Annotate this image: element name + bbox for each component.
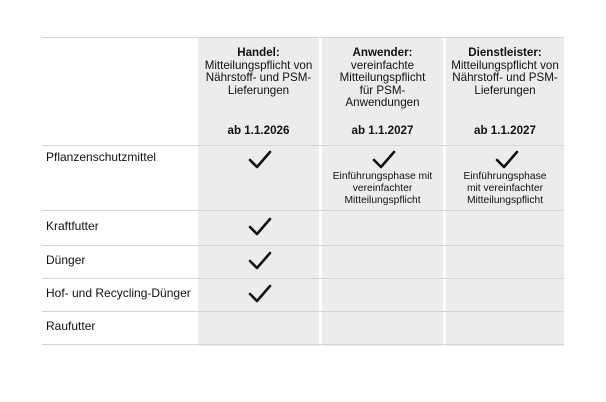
checkmark-icon	[495, 150, 519, 170]
header-description: Mitteilungspflicht von Nährstoff- und PSM-Lieferungen	[204, 58, 313, 97]
checkmark-icon	[248, 284, 272, 304]
row-label: Hof- und Recycling-Dünger	[46, 286, 191, 300]
header-dienstleister	[446, 47, 564, 97]
header-description: Mitteilungspflicht von Nährstoff- und PSM-Lieferungen	[451, 58, 559, 97]
bottom-divider	[42, 344, 564, 345]
note-dienstleister: Einführungsphase mit vereinfachter Mitteilungspflicht	[463, 171, 547, 206]
row-label: Raufutter	[46, 319, 96, 333]
header-divider	[42, 145, 564, 146]
header-handel	[198, 47, 319, 97]
row-divider	[42, 245, 564, 246]
checkmark-icon	[248, 251, 272, 271]
header-title: Anwender:	[352, 46, 413, 59]
checkmark-icon	[248, 217, 272, 237]
obligation-table	[42, 37, 564, 346]
date-dienstleister: ab 1.1.2027	[474, 124, 536, 137]
header-title: Dienstleister:	[468, 46, 542, 59]
row-label: Kraftfutter	[46, 219, 99, 233]
top-divider	[42, 37, 564, 38]
row-divider	[42, 210, 564, 211]
date-anwender: ab 1.1.2027	[351, 124, 414, 137]
row-divider	[42, 311, 564, 312]
note-anwender: Einführungsphase mit vereinfachter Mitteilungspflicht	[332, 171, 433, 206]
header-anwender	[322, 47, 443, 110]
row-label: Dünger	[46, 253, 86, 267]
row-divider	[42, 278, 564, 279]
header-description: vereinfachte Mitteilungspflicht für PSM-Anwendungen	[339, 58, 426, 109]
row-label: Pflanzenschutzmittel	[46, 150, 157, 164]
date-handel: ab 1.1.2026	[227, 124, 290, 137]
checkmark-icon	[248, 150, 272, 170]
header-title: Handel:	[237, 46, 280, 59]
checkmark-icon	[372, 150, 396, 170]
